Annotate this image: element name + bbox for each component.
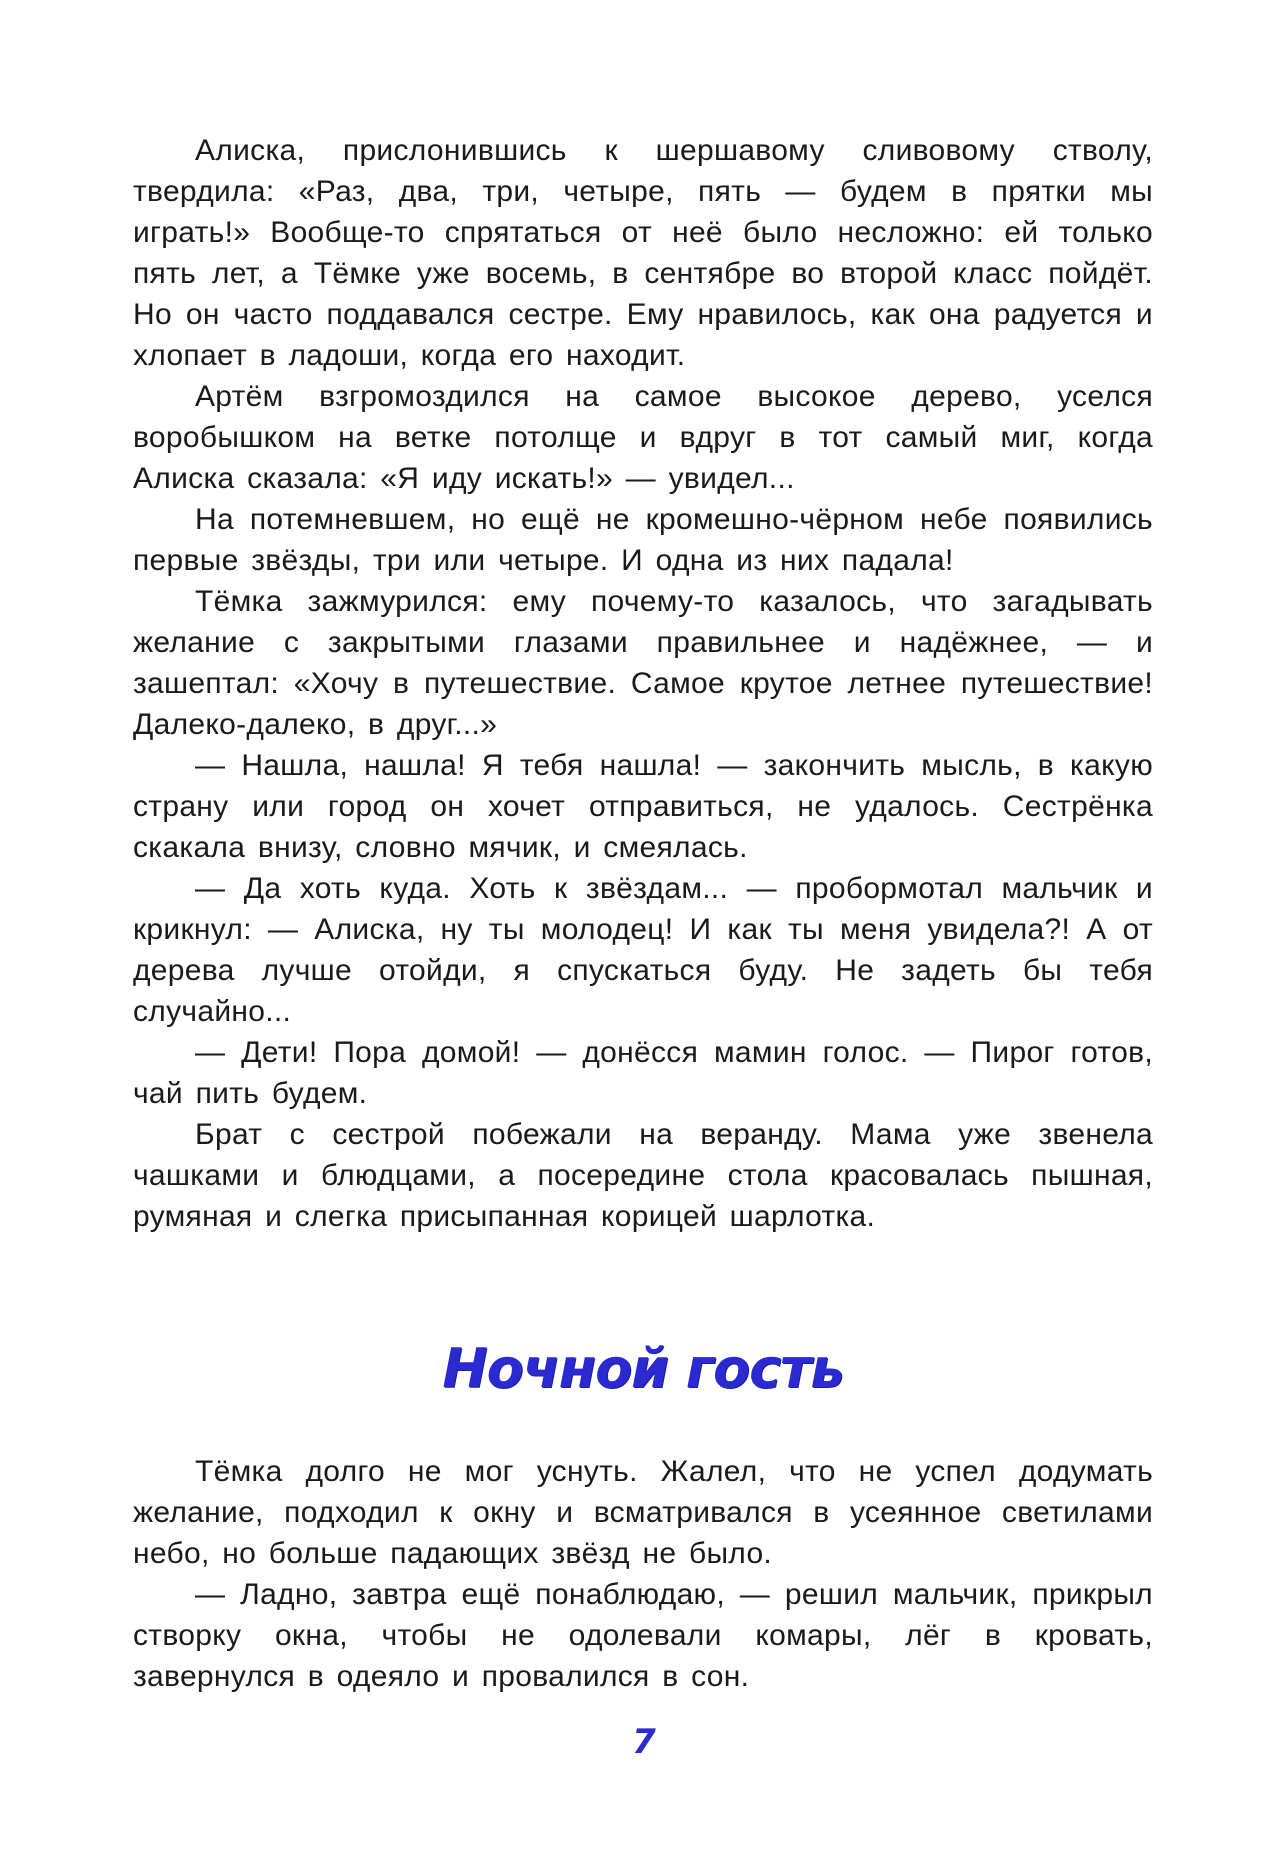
paragraph: Артём взгромоздился на самое высокое дерево, уселся воробышком на ветке потолще и вдруг в тот самый миг, когда Алиска сказала: «Я иду искать!» — увидел... xyxy=(133,380,1153,495)
paragraph: Тёмка зажмурился: ему почему-то казалось, что загадывать желание с закрытыми глазами правильнее и надёжнее, — и зашептал: «Хочу в путешествие. Самое крутое летнее путешествие! Далеко-далеко, в друг...» xyxy=(133,585,1153,741)
next-chapter-text xyxy=(133,1451,1153,1697)
paragraph: Алиска, прислонившись к шершавому сливовому стволу, твердила: «Раз, два, три, четыре, пять — будем в прятки мы играть!» Вообще-то спрятаться от неё было несложно: ей только пять лет, а Тёмке уже восемь, в сентябре во второй класс пойдёт. Но он часто поддавался сестре. Ему нравилось, как она радуется и хлопает в ладоши, когда его находит. xyxy=(133,134,1153,372)
paragraph: — Да хоть куда. Хоть к звёздам... — пробормотал мальчик и крикнул: — Алиска, ну ты молодец! И как ты меня увидела?! А от дерева лучше отойди, я спускаться буду. Не задеть бы тебя случайно... xyxy=(133,872,1153,1028)
paragraph: — Дети! Пора домой! — донёсся мамин голос. — Пирог готов, чай пить будем. xyxy=(133,1036,1153,1110)
chapter-text xyxy=(133,130,1153,1237)
chapter-title: Ночной гость xyxy=(442,1337,844,1400)
paragraph: На потемневшем, но ещё не кромешно-чёрном небе появились первые звёзды, три или четыре. И одна из них падала! xyxy=(133,503,1153,577)
paragraph: — Ладно, завтра ещё понаблюдаю, — решил мальчик, прикрыл створку окна, чтобы не одолевали комары, лёг в кровать, завернулся в одеяло и провалился в сон. xyxy=(133,1578,1153,1693)
paragraph: Брат с сестрой побежали на веранду. Мама уже звенела чашками и блюдцами, а посередине стола красовалась пышная, румяная и слегка присыпанная корицей шарлотка. xyxy=(133,1118,1153,1233)
page-number: 7 xyxy=(632,1722,656,1762)
book-page xyxy=(133,130,1153,1697)
paragraph: — Нашла, нашла! Я тебя нашла! — закончить мысль, в какую страну или город он хочет отправиться, не удалось. Сестрёнка скакала внизу, словно мячик, и смеялась. xyxy=(133,749,1153,864)
paragraph: Тёмка долго не мог уснуть. Жалел, что не успел додумать желание, подходил к окну и всматривался в усеянное светилами небо, но больше падающих звёзд не было. xyxy=(133,1455,1153,1570)
